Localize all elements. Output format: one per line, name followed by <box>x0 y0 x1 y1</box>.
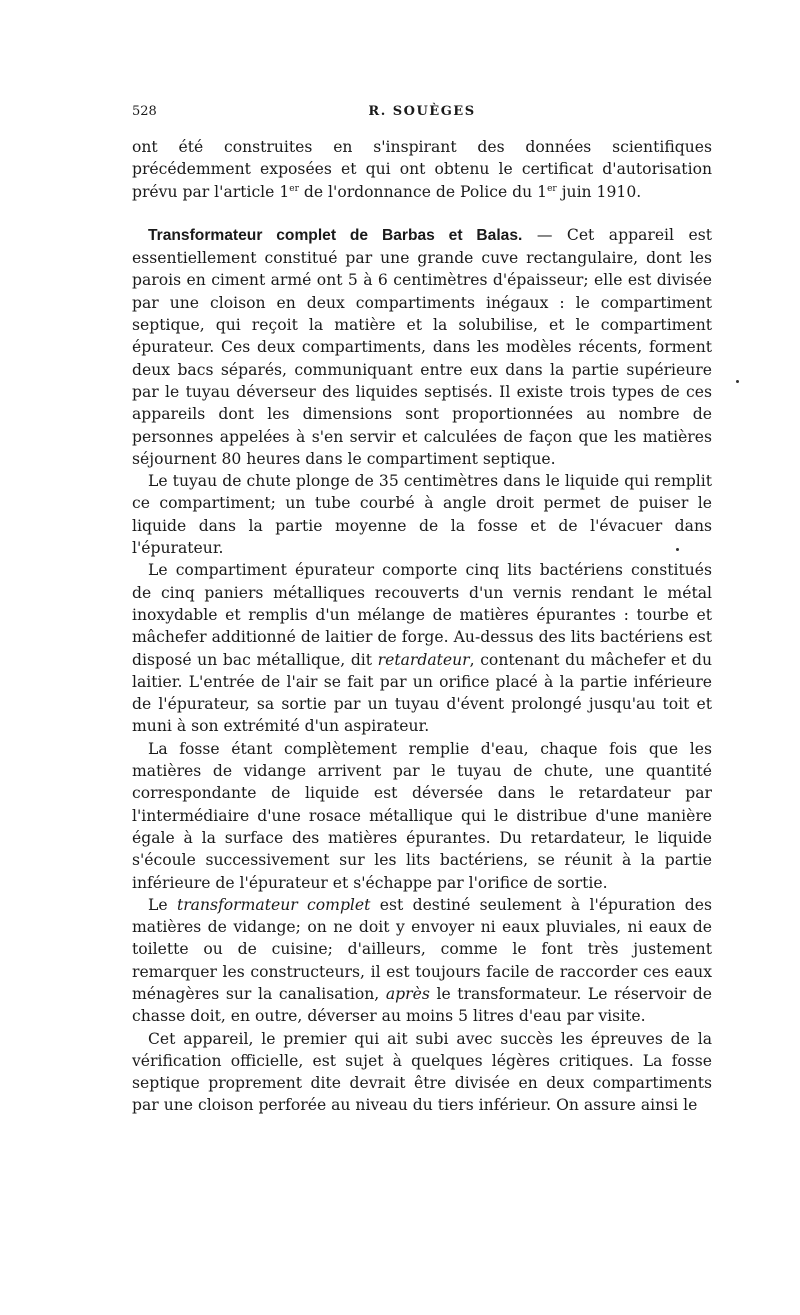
body-text <box>132 136 712 1117</box>
speck <box>736 380 739 383</box>
paragraph-2 <box>132 224 712 470</box>
paragraph-1 <box>132 136 712 203</box>
running-head <box>132 104 712 126</box>
paragraph-2-text: — Cet appareil est essentiellement constitué par une grande cuve rectangulaire, dont les parois en ciment armé ont 5 à 6 centimètres d'épaisseur; elle est divisée par une cloison en deux compartiments inégaux : le compartiment septique, qui reçoit la matière et la solubilise, et le compartiment épurateur. Ces deux compartiments, dans les modèles récents, forment deux bacs séparés, communiquant entre eux dans la partie supérieure par le tuyau déverseur des liquides septisés. Il existe trois types de ces appareils dont les dimensions sont proportionnées au nombre de personnes appelées à s'en servir et calculées de façon que les matières séjournent 80 heures dans le compartiment septique. <box>132 225 713 468</box>
term-retardateur: retardateur <box>377 650 470 669</box>
section-heading: Transformateur complet de Barbas et Balas. <box>148 226 523 244</box>
paragraph-6-text-b: est destiné seulement à l'épuration des matières de vidange; on ne doit y envoyer ni eaux pluviales, ni eaux de toilette ou de cuisine; d'ailleurs, comme le font très justement remarquer les constructeurs, il est toujours facile de raccorder ces eaux ménagères sur la canalisation, <box>132 895 712 1003</box>
page <box>132 104 712 1117</box>
paragraph-1-text-b: de l'ordonnance de Police du 1 <box>298 182 548 201</box>
paragraph-5: La fosse étant complètement remplie d'eau, chaque fois que les matières de vidange arrivent par le tuyau de chute, une quantité correspondante de liquide est déversée dans le retardateur par l'intermédiaire d'une rosace métallique qui le distribue d'une manière égale à la surface des matières épurantes. Du retardateur, le liquide s'écoule successivement sur les lits bactériens, se réunit à la partie inférieure de l'épurateur et s'échappe par l'orifice de sortie. <box>132 739 712 892</box>
running-head-author: R. SOUÈGES <box>368 104 476 119</box>
paragraph-7: Cet appareil, le premier qui ait subi avec succès les épreuves de la vérification officielle, est sujet à quelques légères critiques. La fosse septique proprement dite devrait être divisée en deux compartiments par une cloison perforée au niveau du tiers inférieur. On assure ainsi le <box>132 1029 712 1115</box>
paragraph-4 <box>132 559 712 737</box>
superscript-er: er <box>289 183 299 194</box>
speck <box>676 548 679 551</box>
paragraph-1-text-c: juin 1910. <box>556 182 642 201</box>
paragraph-3: Le tuyau de chute plonge de 35 centimètres dans le liquide qui remplit ce compartiment; un tube courbé à angle droit permet de puiser le liquide dans la partie moyenne de la fosse et de l'évacuer dans l'épurateur. <box>132 472 712 558</box>
paragraph-4-text-a: Le compartiment épurateur comporte cinq lits bactériens constitués de cinq paniers métalliques recouverts d'un vernis rendant le métal inoxydable et remplis d'un mélange de matières épurantes : tourbe et mâchefer additionné de laitier de forge. Au-dessus des lits bactériens est disposé un bac métallique, dit <box>132 561 712 669</box>
page-number: 528 <box>132 104 157 119</box>
term-transformateur-complet: transformateur complet <box>176 895 371 914</box>
superscript-er: er <box>547 183 557 194</box>
paragraph-4-text-b: , contenant du mâchefer et du laitier. L'entrée de l'air se fait par un orifice placé à la partie inférieure de l'épurateur, sa sortie par un tuyau d'évent prolongé jusqu'au toit et muni à son extrémité d'un aspirateur. <box>132 650 712 736</box>
paragraph-6-text-a: Le <box>148 895 177 914</box>
paragraph-6-text-c: le transformateur. Le réservoir de chasse doit, en outre, déverser au moins 5 litres d'eau par visite. <box>132 984 713 1026</box>
paragraph-1-text-a: ont été construites en s'inspirant des données scientifiques précédemment exposées et qui ont obtenu le certificat d'autorisation prévu par l'article 1 <box>132 138 712 201</box>
term-apres: après <box>385 984 430 1003</box>
paragraph-6 <box>132 894 712 1028</box>
